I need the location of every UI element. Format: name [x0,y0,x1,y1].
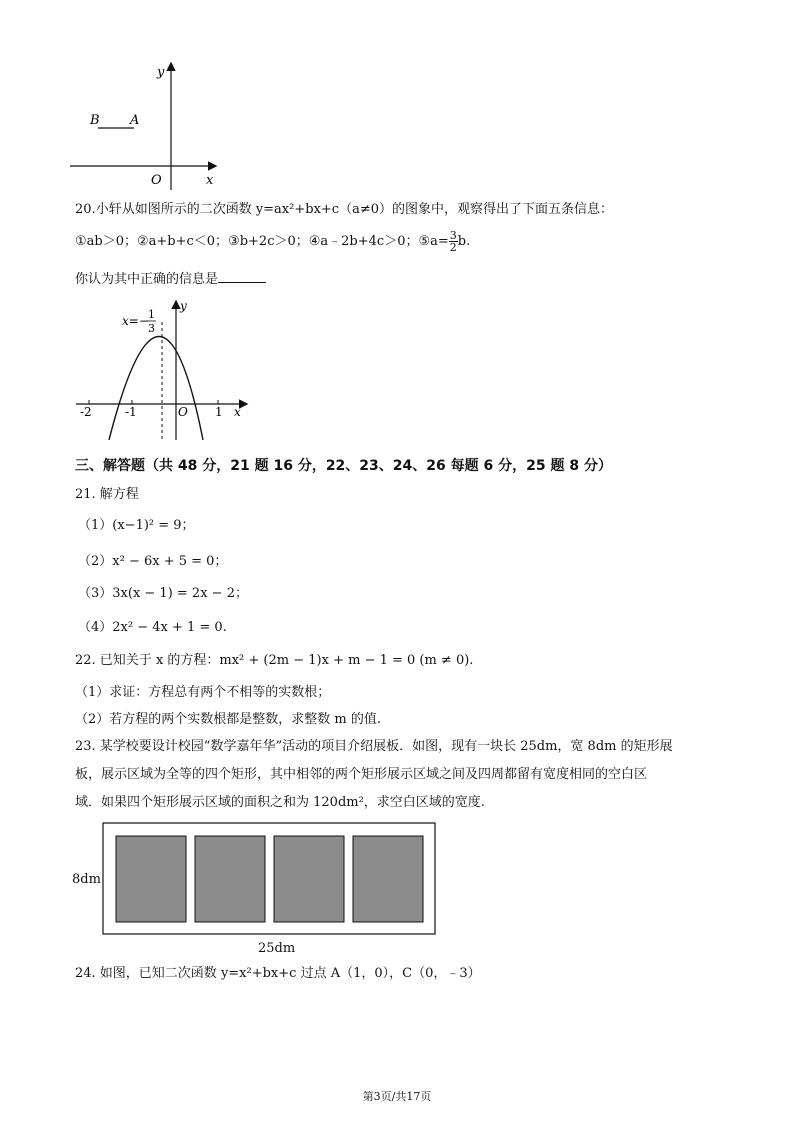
y-axis-label: y [180,299,187,313]
q23-line-2: 板，展示区域为全等的四个矩形，其中相邻的两个矩形展示区域之间及四周都留有宽度相同的空白区 [75,767,648,782]
y-axis-label: y [157,65,165,80]
display-panel-2 [195,836,265,922]
axis-eq-den: 3 [148,322,155,335]
x-axis-label: x [206,173,214,188]
figure-display-board [102,822,438,938]
display-panel-4 [353,836,423,922]
display-panel-3 [274,836,344,922]
q23-line-1: 23. 某学校要设计校园“数学嘉年华”活动的项目介绍展板．如图，现有一块长 25dm，宽 8dm 的矩形展 [75,739,673,754]
q20-items [75,228,470,256]
q20-ask [75,270,266,289]
origin-label: O [178,405,188,419]
figure-axes-ba [60,58,230,198]
q23-line-3: 域．如果四个矩形展示区域的面积之和为 120dm²，求空白区域的宽度. [75,795,485,810]
q21-eq-3: （3）3x(x − 1) = 2x − 2； [78,586,248,601]
display-panel-1 [116,836,186,922]
q20-item5-den: 2 [449,241,457,254]
board-height-label: 8dm [72,872,101,887]
tick-label-1: 1 [215,405,223,419]
q20-number: 20. [75,202,96,217]
point-b-label: B [90,113,100,128]
q20-item5-rhs: b. [457,234,471,249]
q21-title: 21. 解方程 [75,487,139,502]
board-width-label: 25dm [258,941,296,956]
q20-item5-lhs: a= [430,234,449,249]
q20-ask-text: 你认为其中正确的信息是 [75,272,219,287]
q21-eq-1: （1）(x−1)² = 9； [78,518,195,533]
figure-parabola [72,296,252,444]
q20-text: 小轩从如图所示的二次函数 y=ax²+bx+c（a≠0）的图象中，观察得出了下面五条信息： [95,202,613,217]
q20-stem [75,201,613,219]
q21-eq-4: （4）2x² − 4x + 1 = 0. [78,620,227,635]
q20-item5-fraction [449,230,458,253]
parabola-curve [109,337,203,441]
origin-label: O [151,173,162,188]
tick-label-neg1: -1 [125,405,137,419]
x-axis-label: x [234,405,241,419]
section-3-title: 三、解答题（共 48 分，21 题 16 分，22、23、24、26 每题 6 分，25 题 8 分） [75,458,612,474]
tick-label-neg2: -2 [80,405,92,419]
page-footer: 第3页/共17页 [362,1090,432,1103]
q24-text: 24. 如图，已知二次函数 y=x²+bx+c 过点 A（1，0），C（0，﹣3） [75,966,481,981]
q20-item5-num: 3 [449,229,457,242]
q22-part-1: （1）求证：方程总有两个不相等的实数根； [75,685,331,700]
q20-items-text: ①ab＞0；②a+b+c＜0；③b+2c＞0；④a﹣2b+4c＞0；⑤ [75,234,431,249]
q20-answer-blank [218,270,266,283]
point-a-label: A [130,113,140,128]
q22-title: 22. 已知关于 x 的方程：mx² + (2m − 1)x + m − 1 = 0 (m ≠ 0). [75,653,474,668]
q21-eq-2: （2）x² − 6x + 5 = 0； [78,554,228,569]
axis-eq-num: 1 [148,308,155,321]
q22-part-2: （2）若方程的两个实数根都是整数，求整数 m 的值. [75,712,381,727]
axis-eq-prefix: x=− [122,314,149,328]
